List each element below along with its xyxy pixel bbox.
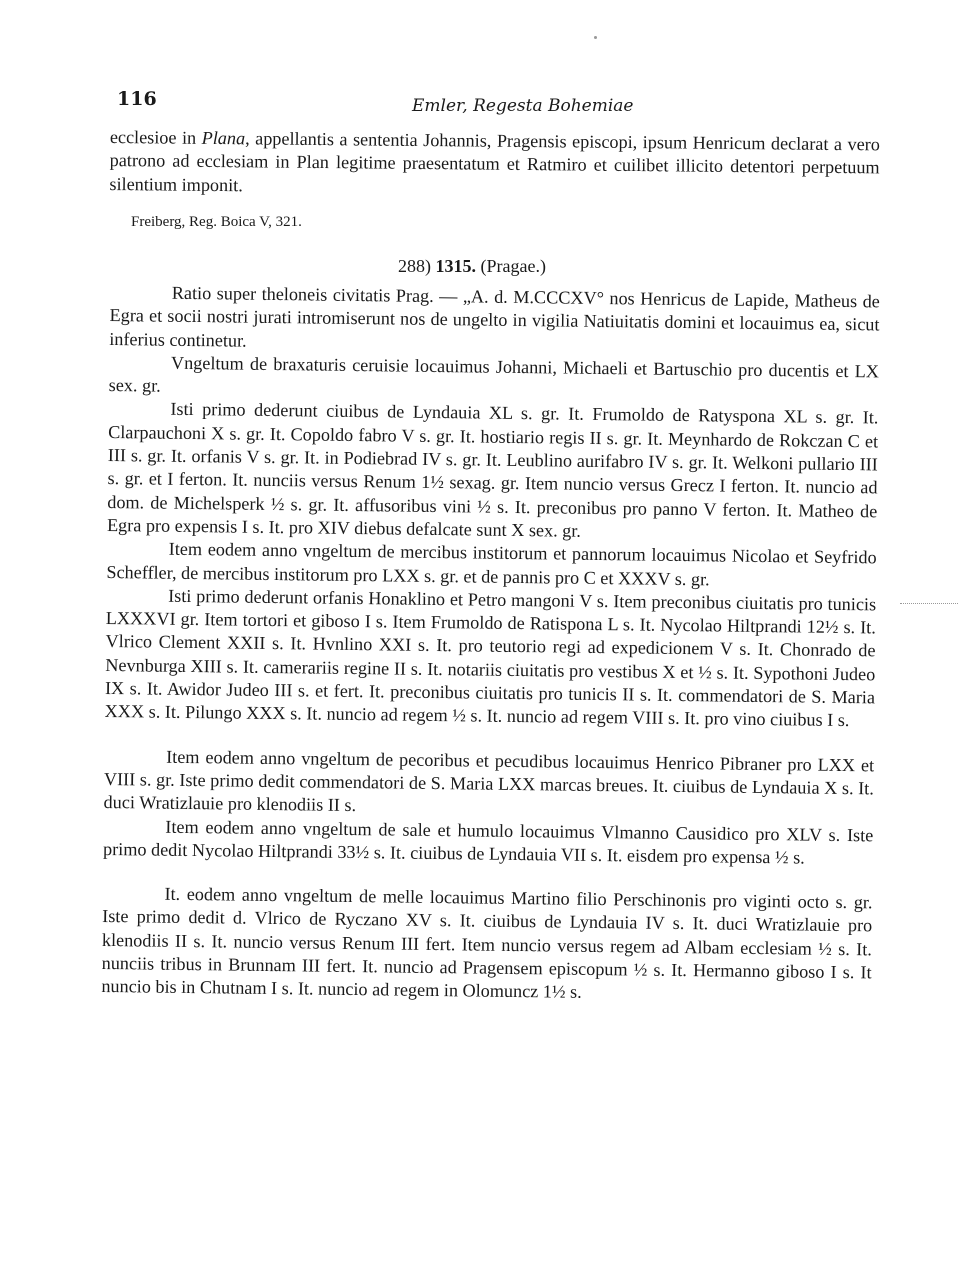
place-name-italic: Plana <box>201 127 246 149</box>
entry-paragraph: Isti primo dederunt ciuibus de Lyndauia XL s. gr. It. Frumoldo de Ratyspona XL s. gr. It. Clarpauchoni X s. gr. It. Copoldo fabro V s. gr. It. hostiario regis II s. gr. It. Meynhardo de Rokczan C et III s. gr. It. orfanis V s. gr. It. in Podiebrad IV s. gr. It. Leublino aurifabro IV s. gr. It. Welkoni pullario III s. gr. et I ferton. It. nunciis versus Renum 1½ sexag. gr. Item nuncio versus Grecz I ferton. It. nuncio ad dom. de Michelsperk ½ s. gr. It. affusoribus vini ½ s. It. preconibus pro panno V ferton. It. Matheo de Egra pro expensis I s. It. pro XIV diebus defalcate sunt X sex. gr. <box>106 399 879 541</box>
previous-entry-text <box>109 126 880 203</box>
source-citation: Freiberg, Reg. Boica V, 321. <box>131 214 302 230</box>
entry-paragraph: It. eodem anno vngeltum de melle locauimus Martino filio Perschinonis pro viginti octo s. gr. Iste primo dedit d. Vlrico de Ryczano XV s. It. ciuibus de Lyndauia IV s. It. duci Wratizlauie pro klenodiis II s. It. nuncio versus Renum III fert. Item nuncio versus regem ad Albam ecclesiam ½ s. It. nunciis tribus in Brunnam III fert. It. nuncio ad Pragensem episcopum ½ s. It. Hermanno giboso I s. It nuncio bis in Chutnam I s. It. nuncio ad regem in Olomuncz 1½ s. <box>101 883 873 1003</box>
entry-place: (Pragae.) <box>480 256 546 276</box>
page-number: 116 <box>117 88 157 110</box>
pencil-mark <box>594 36 597 39</box>
entry-number: 288) <box>398 256 431 276</box>
entry-body <box>101 281 880 1008</box>
margin-dotted-mark <box>900 603 958 604</box>
running-head: Emler, Regesta Bohemiae <box>412 96 634 116</box>
entry-paragraph: Item eodem anno vngeltum de sale et humulo locauimus Vlmanno Causidico pro XLV s. Iste primo dedit Nycolao Hiltprandi 33½ s. It. ciuibus de Lyndauia VII s. It. eisdem pro expensa ½ s. <box>102 816 874 868</box>
entry-paragraph: Item eodem anno vngeltum de pecoribus et pecudibus locauimus Henrico Pibraner pro LXX et VIII s. gr. Iste primo dedit commendatori de S. Maria LXX marcas breues. It. ciuibus de Lyndauia X s. It. duci Wratizlauie pro klenodiis II s. <box>103 746 875 816</box>
entry-paragraph: Ratio super theloneis civitatis Prag. — „A. d. M.CCCXV° nos Henricus de Lapide, Matheus de Egra et socii nostri jurati intromiserunt nos de ungelto in vigilia Natiuitatis domini et locauimus ea, sicut inferius continetur. <box>109 282 880 351</box>
entry-year: 1315. <box>435 256 476 276</box>
entry-paragraph: Item eodem anno vngeltum de mercibus institorum et pannorum locauimus Nicolao et Seyfrido Scheffler, de mercibus institorum pro LXX s. gr. et de pannis pro C et XXXV s. gr. <box>106 539 877 589</box>
entry-paragraph: Vngeltum de braxaturis ceruisie locauimus Johanni, Michaeli et Bartuschio pro ducentis et LX sex. gr. <box>108 352 880 396</box>
previous-entry-paragraph: ecclesioe in Plana, appellantis a sententia Johannis, Pragensis episcopi, ipsum Henricum declarat a vero patrono ad ecclesiam in Plan legitime praesentatum et Ratmiro et cuilibet illicito detentori perpetuum silentium imponit. <box>109 126 880 195</box>
entry-heading <box>398 256 546 277</box>
entry-paragraph: Isti primo dederunt orfanis Honaklino et Petro mangoni V s. Item preconibus ciuitatis pro tunicis LXXXVI gr. Item tortori et giboso I s. Item Frumoldo de Ratispona L s. It. Nycolao Hiltprandi 12½ s. It. Vlrico Clement XXII s. It. Hvnlino XXI s. It. pro teutorio regi ad expedicionem V s. It. Chonrado de Nevnburga XIII s. It. camerariis regine II s. It. notariis ciuitatis pro vestibus X et ½ s. It. Sypothoni Judeo IX s. It. Awidor Judeo III s. et fert. It. preconibus ciuitatis pro tunicis II s. It. commendatori de S. Maria XXX s. It. Pilungo XXX s. It. nuncio ad regem ½ s. It. nuncio ad regem VIII s. It. pro vino ciuibus I s. <box>104 585 877 731</box>
